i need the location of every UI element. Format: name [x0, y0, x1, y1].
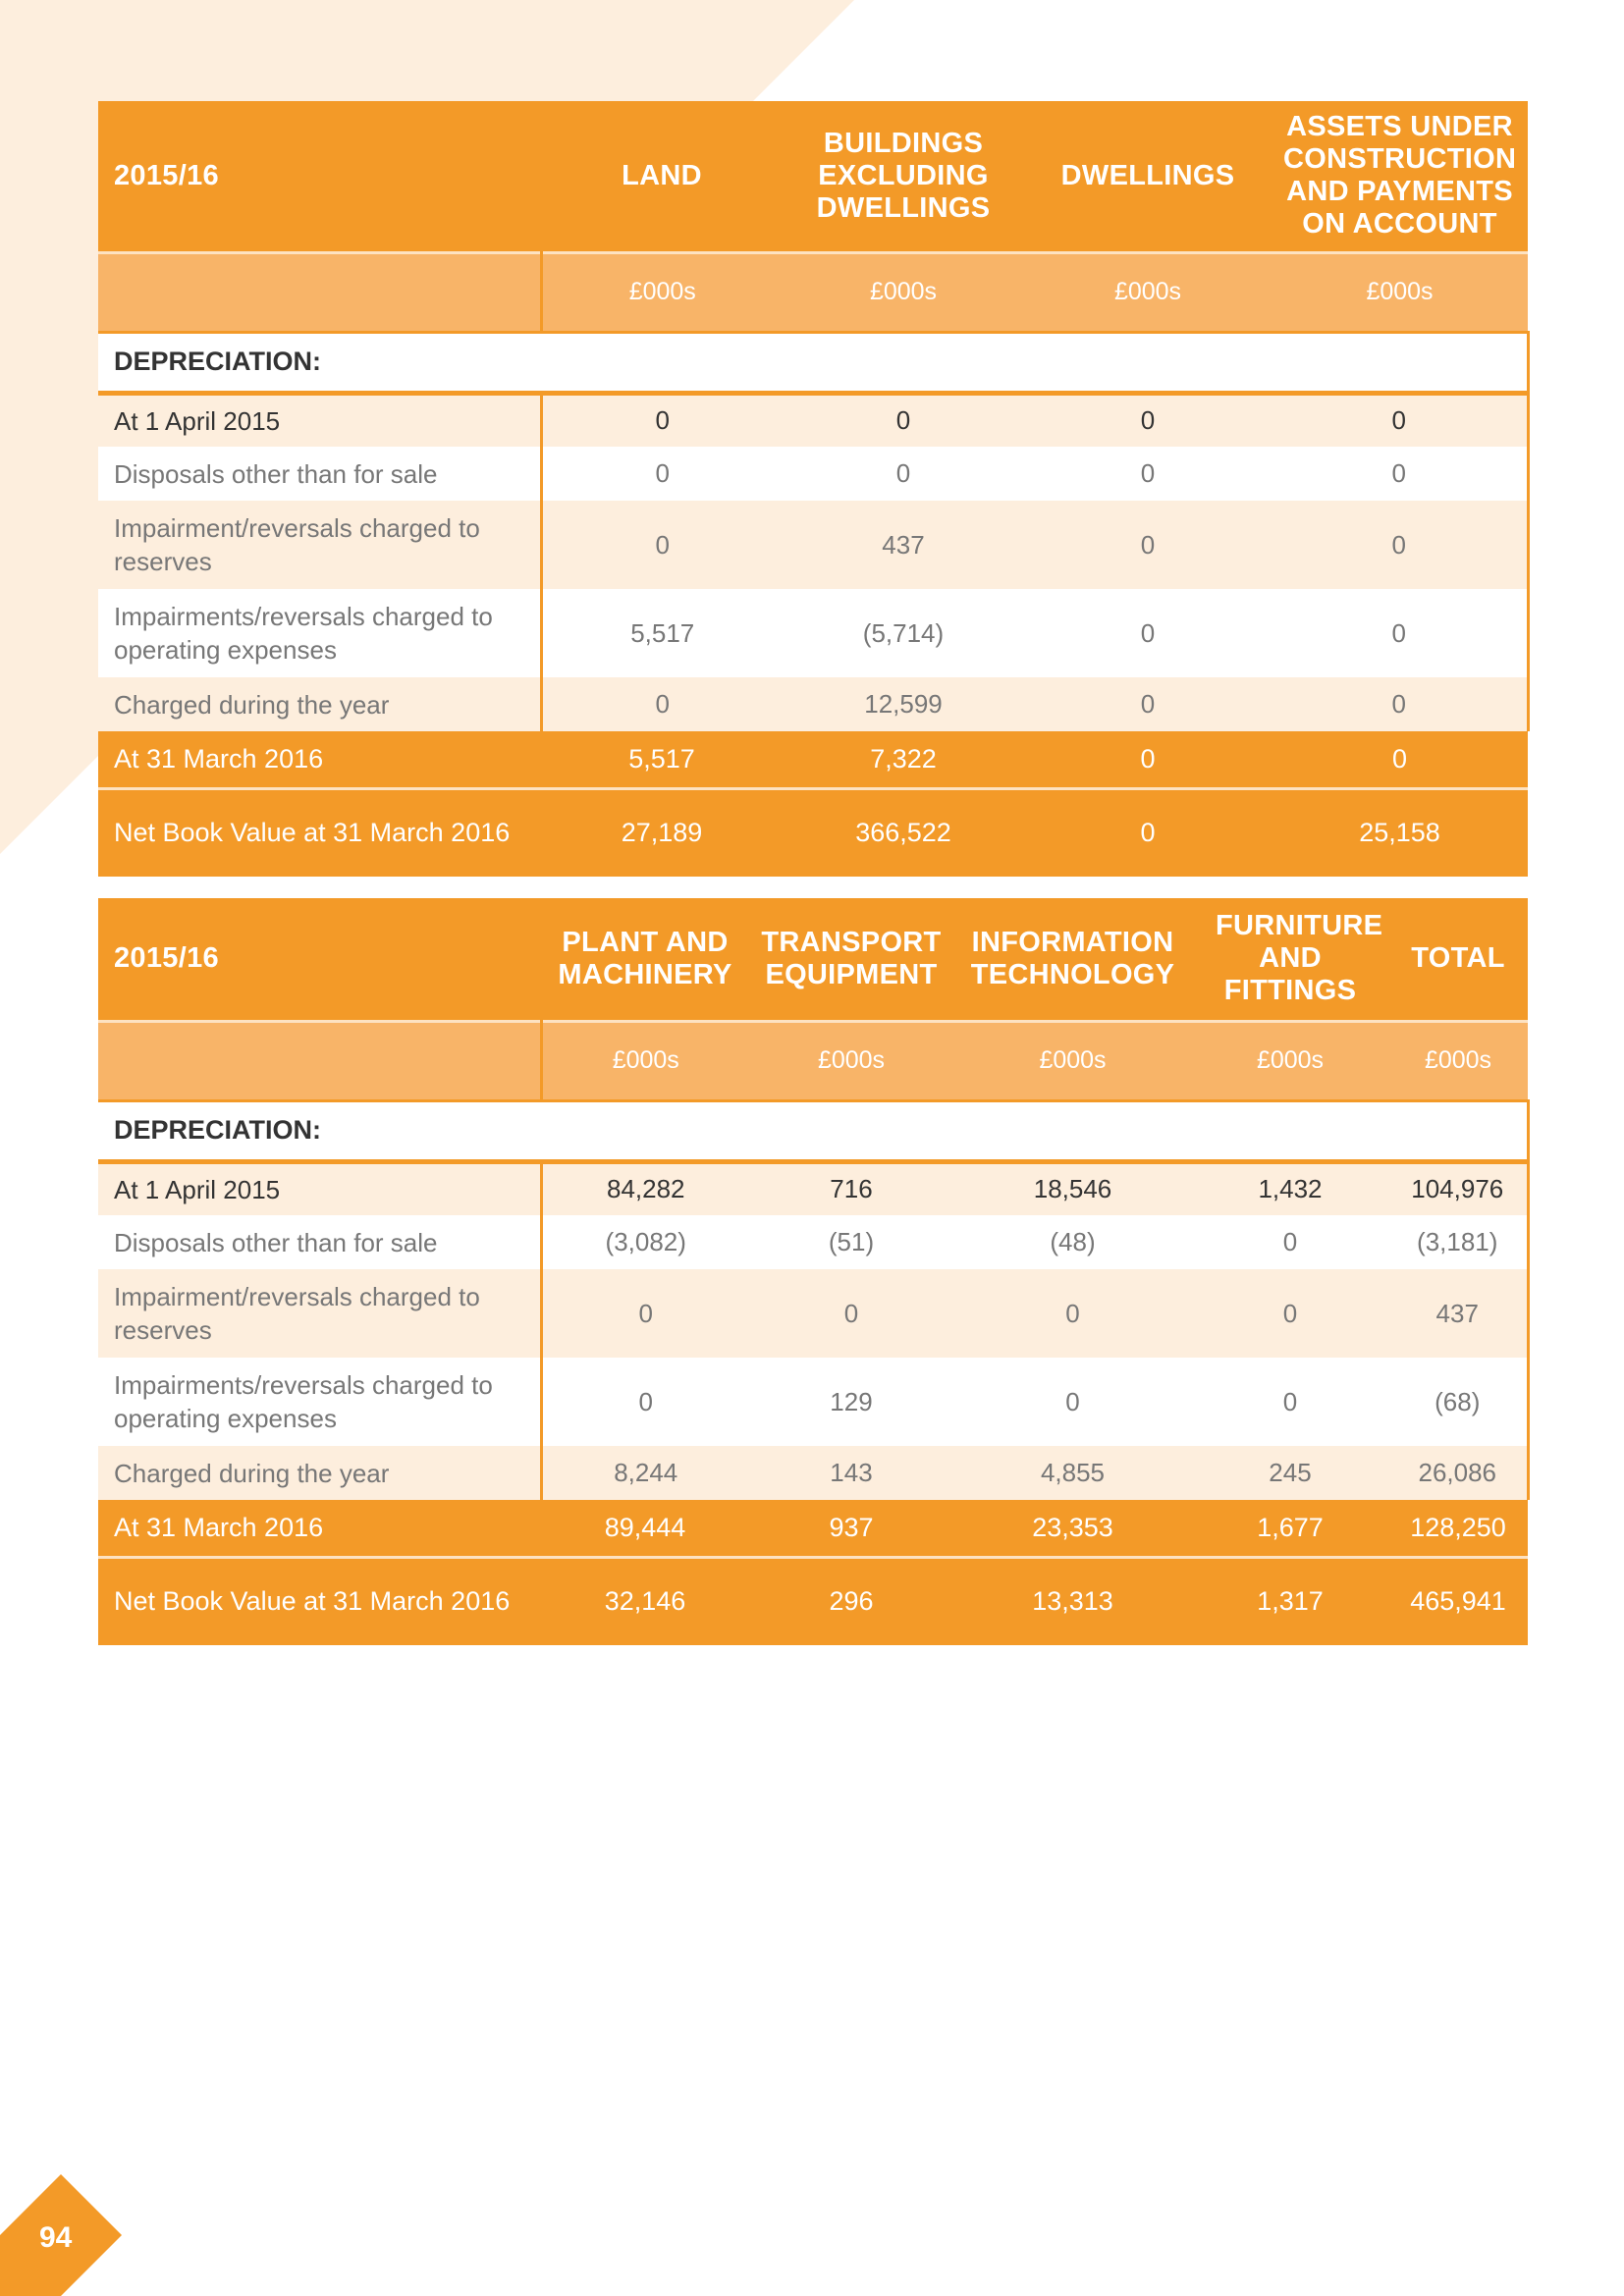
cell: 437 [783, 501, 1024, 589]
cell: 104,976 [1388, 1161, 1528, 1215]
units-blank [98, 252, 541, 332]
cell: 13,313 [953, 1557, 1192, 1645]
row-label: Charged during the year [98, 677, 541, 731]
cell: 5,517 [541, 589, 783, 677]
cell: 5,517 [541, 731, 783, 788]
cell: 245 [1192, 1446, 1388, 1500]
table-header-row [98, 101, 1528, 252]
row-label: Charged during the year [98, 1446, 541, 1500]
units-row [98, 252, 1528, 332]
column-header: PLANT AND MACHINERY [541, 898, 749, 1021]
cell: 0 [1272, 501, 1528, 589]
unit-label: £000s [953, 1021, 1192, 1100]
row-label: Impairment/reversals charged to reserves [98, 1269, 541, 1358]
units-blank [98, 1021, 541, 1100]
column-header: INFORMATION TECHNOLOGY [953, 898, 1192, 1021]
cell: (48) [953, 1215, 1192, 1269]
cell: 18,546 [953, 1161, 1192, 1215]
table-row [98, 501, 1528, 589]
total-row [98, 788, 1528, 877]
cell: 84,282 [541, 1161, 749, 1215]
cell: 0 [541, 393, 783, 447]
table-row [98, 589, 1528, 677]
cell: 296 [749, 1557, 953, 1645]
row-label: At 31 March 2016 [98, 731, 541, 788]
cell: 0 [783, 393, 1024, 447]
cell: 0 [541, 677, 783, 731]
cell: 0 [1024, 447, 1272, 501]
table-row [98, 1215, 1528, 1269]
cell: 0 [541, 447, 783, 501]
depreciation-table-equipment [98, 898, 1530, 1645]
row-label: At 31 March 2016 [98, 1500, 541, 1557]
column-header: FURNITURE AND FITTINGS [1192, 898, 1388, 1021]
cell: 0 [541, 501, 783, 589]
table-row [98, 1446, 1528, 1500]
units-row [98, 1021, 1528, 1100]
cell: 0 [1192, 1358, 1388, 1446]
cell: 0 [1192, 1269, 1388, 1358]
cell: 0 [541, 1358, 749, 1446]
cell: 366,522 [783, 788, 1024, 877]
cell: 0 [783, 447, 1024, 501]
cell: 0 [1272, 447, 1528, 501]
cell: 23,353 [953, 1500, 1192, 1557]
total-row [98, 1557, 1528, 1645]
section-row [98, 332, 1528, 393]
cell: 128,250 [1388, 1500, 1528, 1557]
table-row [98, 677, 1528, 731]
cell: 27,189 [541, 788, 783, 877]
cell: 716 [749, 1161, 953, 1215]
table-header-row [98, 898, 1528, 1021]
year-header: 2015/16 [98, 101, 541, 252]
cell: 12,599 [783, 677, 1024, 731]
cell: 0 [1024, 393, 1272, 447]
cell: 0 [1272, 731, 1528, 788]
row-label: At 1 April 2015 [98, 393, 541, 447]
unit-label: £000s [1192, 1021, 1388, 1100]
page-number: 94 [39, 2221, 73, 2254]
cell: 0 [1272, 393, 1528, 447]
cell: 8,244 [541, 1446, 749, 1500]
cell: (51) [749, 1215, 953, 1269]
table-row [98, 1269, 1528, 1358]
row-label: Disposals other than for sale [98, 1215, 541, 1269]
cell: 0 [1192, 1215, 1388, 1269]
cell: (3,181) [1388, 1215, 1528, 1269]
table-row [98, 447, 1528, 501]
cell: 25,158 [1272, 788, 1528, 877]
cell: 7,322 [783, 731, 1024, 788]
column-header: LAND [541, 101, 783, 252]
cell: 0 [1024, 677, 1272, 731]
row-label: At 1 April 2015 [98, 1161, 541, 1215]
cell: 0 [953, 1358, 1192, 1446]
row-label: Net Book Value at 31 March 2016 [98, 788, 541, 877]
cell: 32,146 [541, 1557, 749, 1645]
total-row [98, 731, 1528, 788]
cell: 0 [953, 1269, 1192, 1358]
table-row [98, 1161, 1528, 1215]
cell: 937 [749, 1500, 953, 1557]
depreciation-table-land-buildings [98, 101, 1530, 877]
unit-label: £000s [541, 252, 783, 332]
unit-label: £000s [749, 1021, 953, 1100]
cell: (3,082) [541, 1215, 749, 1269]
table-row [98, 1358, 1528, 1446]
cell: 0 [1024, 501, 1272, 589]
cell: 4,855 [953, 1446, 1192, 1500]
cell: 0 [1024, 589, 1272, 677]
cell: 0 [1024, 788, 1272, 877]
cell: 0 [541, 1269, 749, 1358]
cell: 129 [749, 1358, 953, 1446]
column-header: TRANSPORT EQUIPMENT [749, 898, 953, 1021]
column-header: DWELLINGS [1024, 101, 1272, 252]
row-label: Disposals other than for sale [98, 447, 541, 501]
unit-label: £000s [783, 252, 1024, 332]
cell: 26,086 [1388, 1446, 1528, 1500]
cell: 0 [749, 1269, 953, 1358]
row-label: Impairments/reversals charged to operating expenses [98, 1358, 541, 1446]
section-row [98, 1100, 1528, 1161]
cell: 1,317 [1192, 1557, 1388, 1645]
unit-label: £000s [1024, 252, 1272, 332]
row-label: Impairment/reversals charged to reserves [98, 501, 541, 589]
cell: 1,432 [1192, 1161, 1388, 1215]
column-header: BUILDINGS EXCLUDING DWELLINGS [783, 101, 1024, 252]
unit-label: £000s [1272, 252, 1528, 332]
cell: 1,677 [1192, 1500, 1388, 1557]
cell: 143 [749, 1446, 953, 1500]
unit-label: £000s [1388, 1021, 1528, 1100]
cell: 465,941 [1388, 1557, 1528, 1645]
cell: 89,444 [541, 1500, 749, 1557]
cell: 437 [1388, 1269, 1528, 1358]
section-heading: DEPRECIATION: [98, 1100, 1528, 1161]
cell: (68) [1388, 1358, 1528, 1446]
total-row [98, 1500, 1528, 1557]
table-row [98, 393, 1528, 447]
row-label: Net Book Value at 31 March 2016 [98, 1557, 541, 1645]
cell: 0 [1272, 677, 1528, 731]
section-heading: DEPRECIATION: [98, 332, 1528, 393]
cell: (5,714) [783, 589, 1024, 677]
column-header: TOTAL [1388, 898, 1528, 1021]
cell: 0 [1272, 589, 1528, 677]
unit-label: £000s [541, 1021, 749, 1100]
row-label: Impairments/reversals charged to operating expenses [98, 589, 541, 677]
cell: 0 [1024, 731, 1272, 788]
column-header: ASSETS UNDER CONSTRUCTION AND PAYMENTS ON ACCOUNT [1272, 101, 1528, 252]
year-header: 2015/16 [98, 898, 541, 1021]
